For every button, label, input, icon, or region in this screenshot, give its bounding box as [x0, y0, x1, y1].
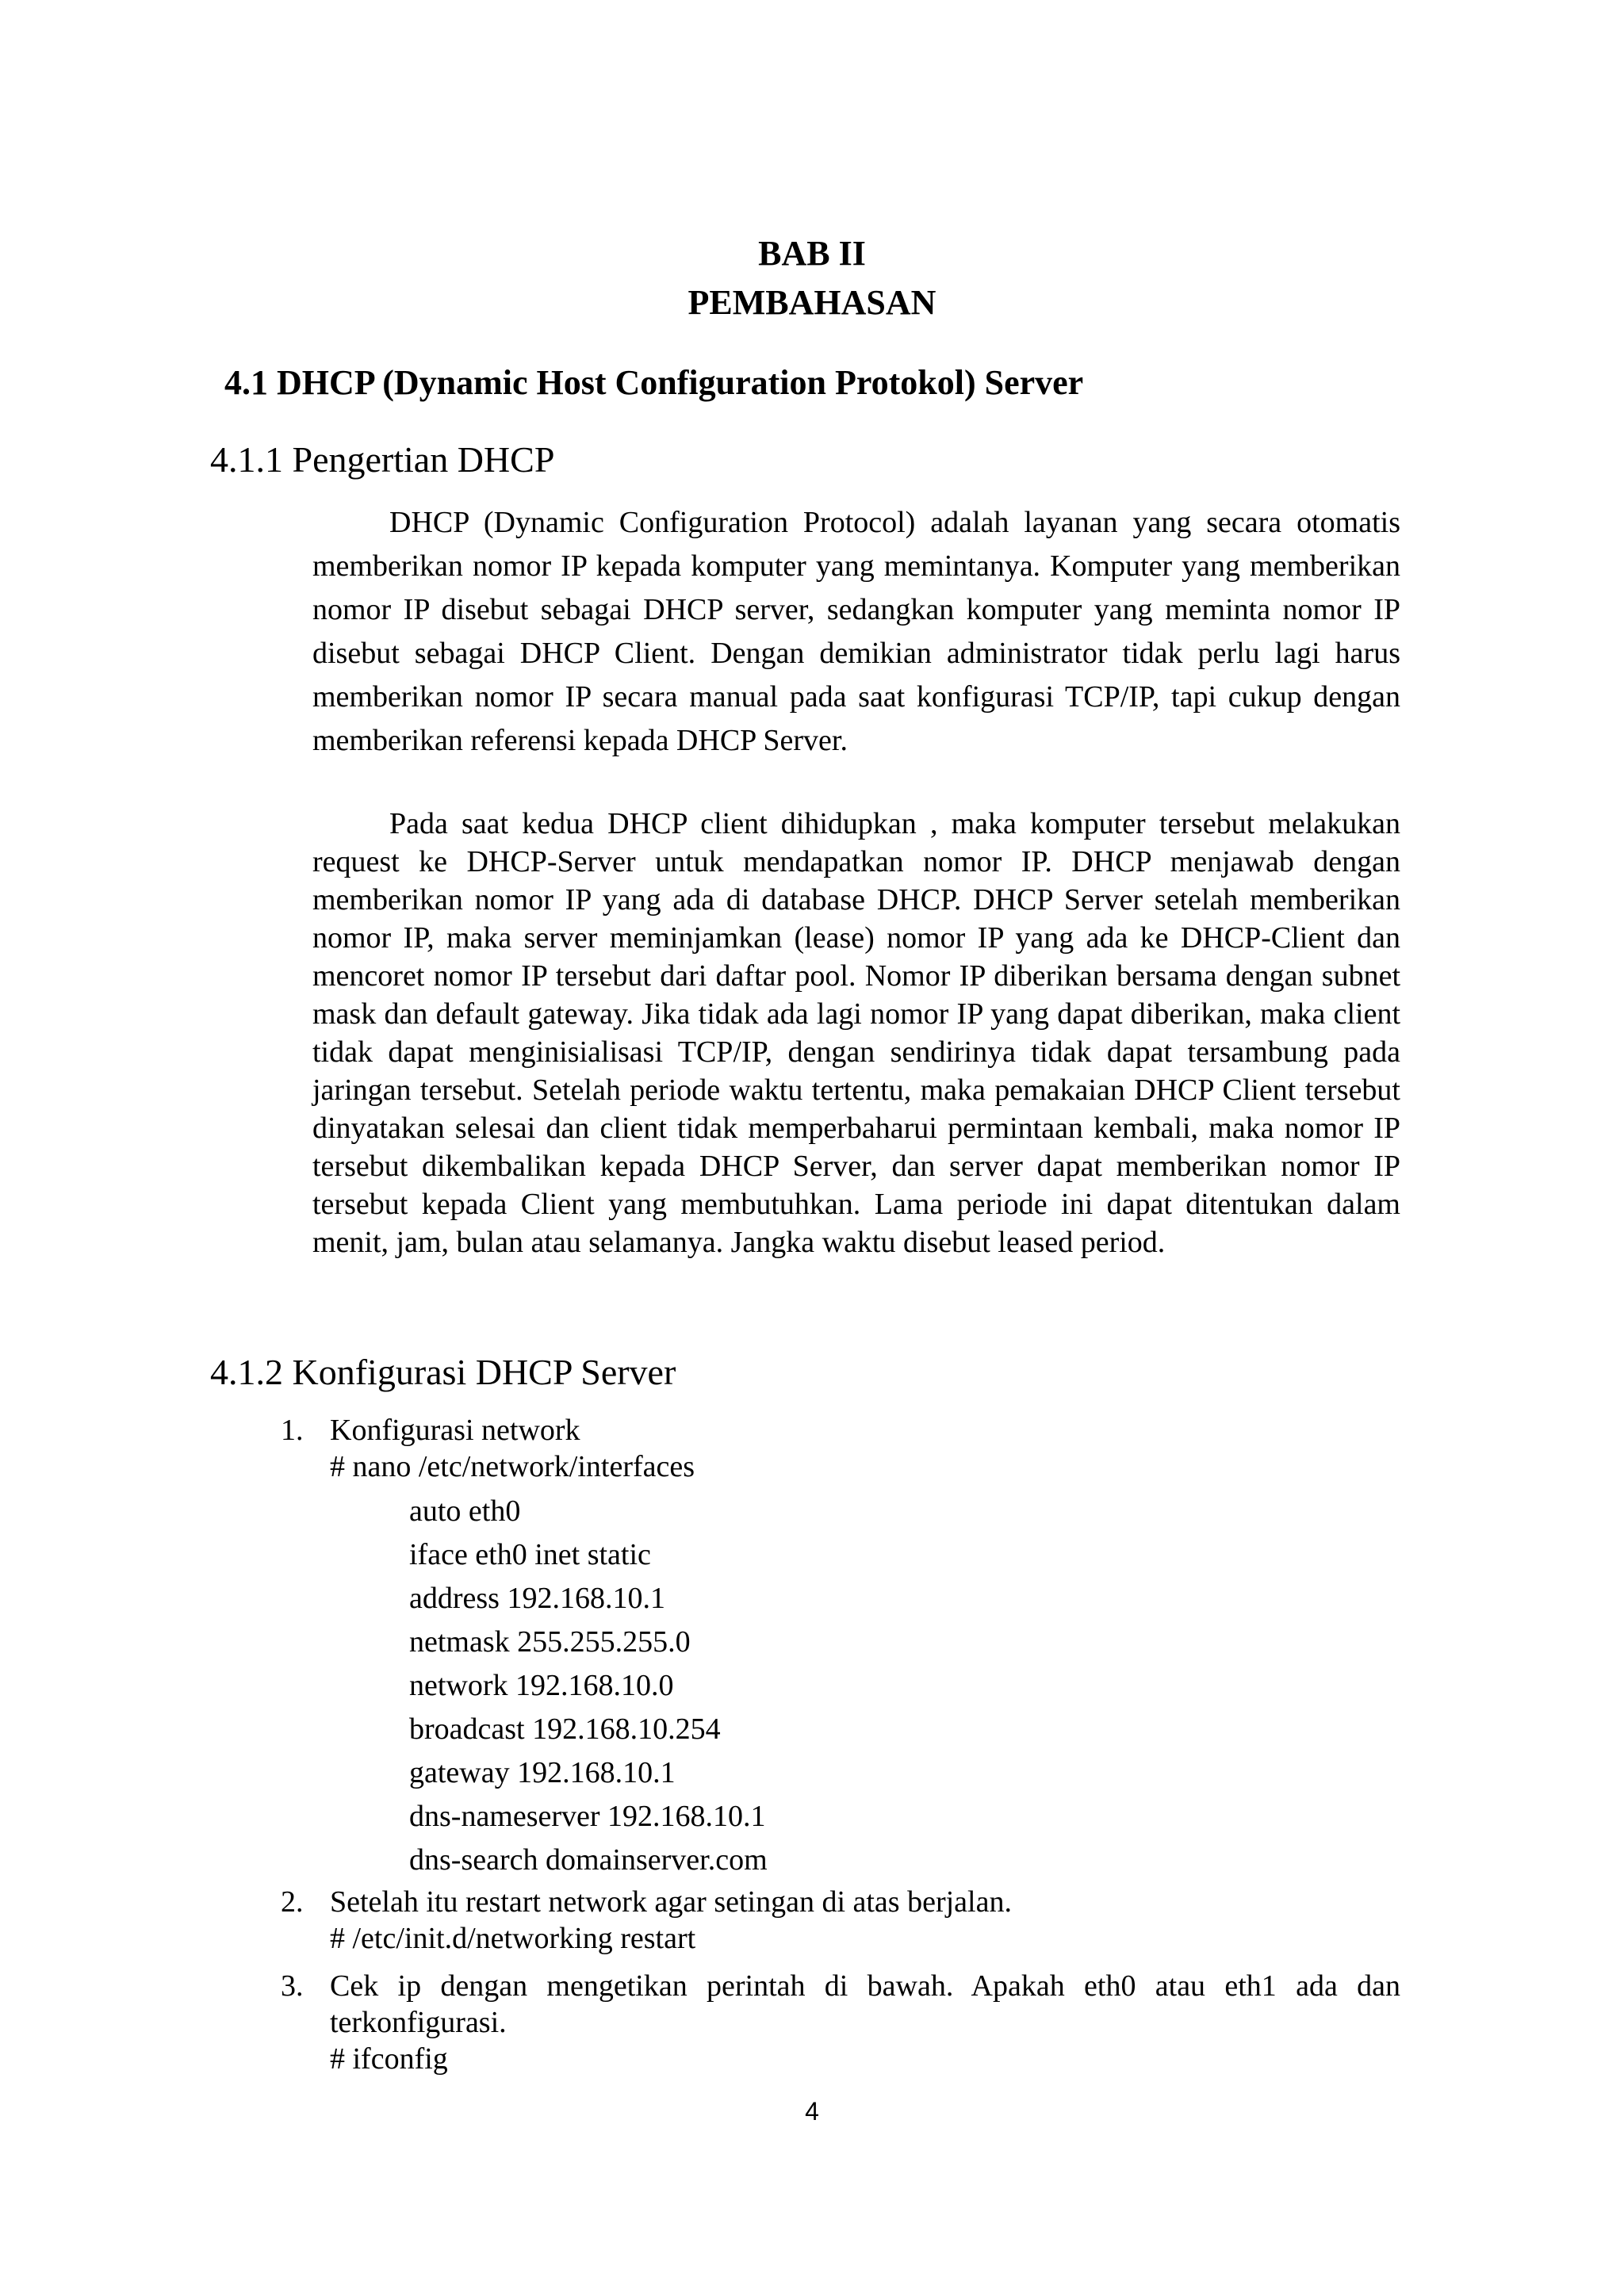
config-line: netmask 255.255.255.0 [409, 1625, 691, 1659]
step-number: 1. [281, 1414, 304, 1447]
step-number: 3. [281, 1969, 304, 2003]
list-item-step-2 [281, 1884, 1400, 1957]
step-text: Konfigurasi network [330, 1414, 580, 1447]
config-line: address 192.168.10.1 [409, 1582, 665, 1615]
step-command: # /etc/init.d/networking restart [330, 1922, 696, 1955]
section-heading: 4.1 DHCP (Dynamic Host Configuration Protokol) Server [224, 363, 1084, 402]
subsection-heading-konfigurasi: 4.1.2 Konfigurasi DHCP Server [210, 1352, 676, 1392]
list-item-step-1 [281, 1412, 1400, 1882]
step-command: # nano /etc/network/interfaces [330, 1450, 695, 1483]
config-line: network 192.168.10.0 [409, 1669, 674, 1702]
subsection-heading-pengertian: 4.1.1 Pengertian DHCP [210, 439, 555, 480]
page-number: 4 [805, 2097, 819, 2126]
list-item-step-3 [281, 1968, 1400, 2077]
configuration-steps [281, 1412, 1400, 2077]
step-text: Cek ip dengan mengetikan perintah di bawah. Apakah eth0 atau eth1 ada dan terkonfigurasi. [330, 1969, 1400, 2039]
chapter-number: BAB II [758, 234, 866, 273]
chapter-title: PEMBAHASAN [688, 283, 936, 322]
config-line: iface eth0 inet static [409, 1538, 651, 1571]
paragraph-text: Pada saat kedua DHCP client dihidupkan , maka komputer tersebut melakukan request ke DHCP-Server untuk mendapatkan nomor IP. DHCP menjawab dengan memberikan nomor IP yang ada di database DHCP. DHCP Server setelah memberikan nomor IP, maka server meminjamkan (lease) nomor IP yang ada ke DHCP-Client dan mencoret nomor IP tersebut dari daftar pool. Nomor IP diberikan bersama dengan subnet mask dan default gateway. Jika tidak ada lagi nomor IP yang dapat diberikan, maka client tidak dapat menginisialisasi TCP/IP, dengan sendirinya tidak dapat tersambung pada jaringan tersebut. Setelah periode waktu tertentu, maka pemakaian DHCP Client tersebut dinyatakan selesai dan client tidak memperbaharui permintaan kembali, maka nomor IP tersebut dikembalikan kepada DHCP Server, dan server dapat memberikan nomor IP tersebut kepada Client yang membutuhkan. Lama periode ini dapat ditentukan dalam menit, jam, bulan atau selamanya. Jangka waktu disebut leased period. [312, 807, 1400, 1259]
config-line: auto eth0 [409, 1494, 521, 1528]
step-command: # ifconfig [330, 2042, 448, 2076]
config-line: gateway 192.168.10.1 [409, 1756, 676, 1789]
step-number: 2. [281, 1885, 304, 1919]
paragraph-text: DHCP (Dynamic Configuration Protocol) adalah layanan yang secara otomatis memberikan nomor IP kepada komputer yang memintanya. Komputer yang memberikan nomor IP disebut sebagai DHCP server, sedangkan komputer yang meminta nomor IP disebut sebagai DHCP Client. Dengan demikian administrator tidak perlu lagi harus memberikan nomor IP secara manual pada saat konfigurasi TCP/IP, tapi cukup dengan memberikan referensi kepada DHCP Server. [312, 506, 1400, 757]
interfaces-config-block [409, 1490, 1400, 1882]
paragraph-dhcp-process [312, 805, 1400, 1261]
config-line: broadcast 192.168.10.254 [409, 1712, 721, 1746]
step-text: Setelah itu restart network agar setingan di atas berjalan. [330, 1885, 1012, 1919]
paragraph-dhcp-definition [312, 501, 1400, 763]
config-line: dns-nameserver 192.168.10.1 [409, 1800, 766, 1833]
config-line: dns-search domainserver.com [409, 1843, 768, 1877]
